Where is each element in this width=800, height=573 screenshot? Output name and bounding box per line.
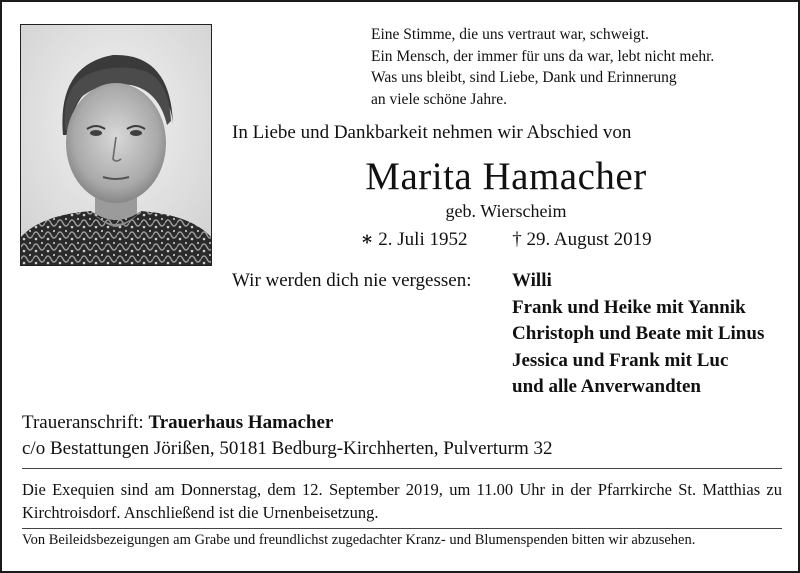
condolence-address-line: c/o Bestattungen Jörißen, 50181 Bedburg-Kirchherten, Pulverturm 32 <box>22 438 553 459</box>
divider <box>22 468 782 469</box>
mourners-list <box>512 268 797 401</box>
poem-line: an viele schöne Jahre. <box>371 90 507 108</box>
deceased-name: Marita Hamacher <box>365 155 647 198</box>
funeral-service-text: Die Exequien sind am Donnerstag, dem 12. September 2019, um 11.00 Uhr in der Pfarrkirche St. Matthias zu Kirchtroisdorf. Anschließend ist die Urnenbeisetzung. <box>22 480 782 522</box>
address-label: Traueranschrift: <box>22 412 144 433</box>
mourners-label: Wir werden dich nie vergessen: <box>232 270 472 291</box>
birth-star-icon: ∗ <box>360 229 374 250</box>
mourning-house: Trauerhaus Hamacher <box>148 412 334 433</box>
death-cross-icon: † <box>512 229 522 250</box>
condolence-address-heading <box>22 412 333 434</box>
mourner-entry: Christoph und Beate mit Linus <box>512 323 765 344</box>
poem-line: Was uns bleibt, sind Liebe, Dank und Erinnerung <box>371 69 677 86</box>
death-date: † 29. August 2019 <box>512 229 652 250</box>
birth-name: geb. Wierscheim <box>445 201 567 221</box>
mourner-entry: Willi <box>512 270 552 291</box>
closing-note: Von Beileidsbezeigungen am Grabe und freundlichst zugedachter Kranz- und Blumenspenden bitten wir abzusehen. <box>22 532 696 548</box>
portrait-photo <box>20 24 212 266</box>
poem-line: Ein Mensch, der immer für uns da war, lebt nicht mehr. <box>371 47 715 65</box>
farewell-intro: In Liebe und Dankbarkeit nehmen wir Abschied von <box>232 122 632 143</box>
divider <box>22 528 782 529</box>
poem-line: Eine Stimme, die uns vertraut war, schweigt. <box>371 26 649 43</box>
mourner-entry: und alle Anverwandten <box>512 376 701 397</box>
birth-date: ∗ 2. Juli 1952 <box>360 229 468 250</box>
memorial-poem <box>371 24 791 110</box>
mourner-entry: Frank und Heike mit Yannik <box>512 296 746 318</box>
mourner-entry: Jessica und Frank mit Luc <box>512 349 729 371</box>
life-dates <box>210 228 800 251</box>
